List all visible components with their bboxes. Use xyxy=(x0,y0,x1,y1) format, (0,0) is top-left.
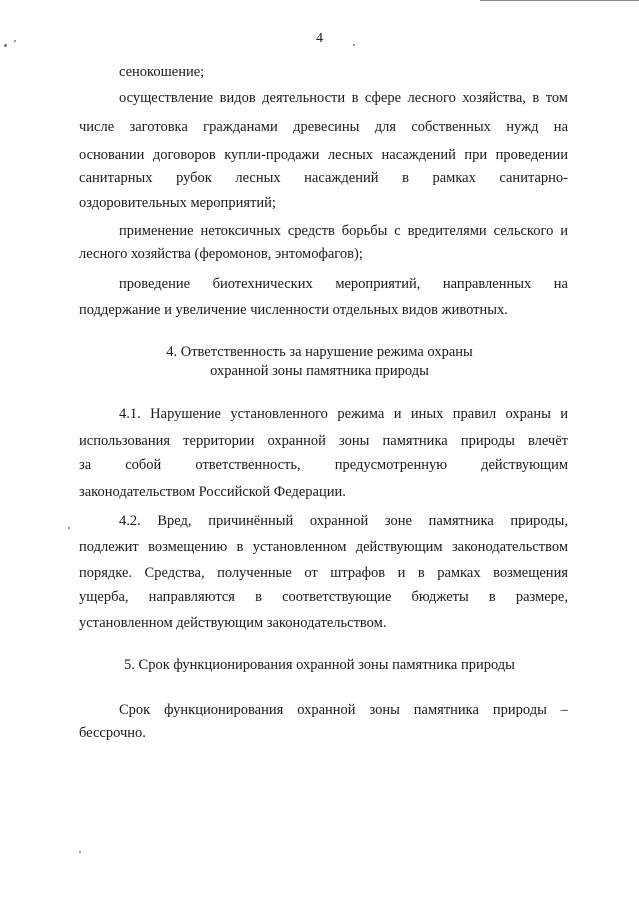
paragraph-line: использования территории охранной зоны памятника природы влечёт xyxy=(79,433,568,449)
scan-edge-line xyxy=(480,0,639,1)
section-heading: 5. Срок функционирования охранной зоны памятника природы xyxy=(124,657,515,673)
list-line: лесного хозяйства (феромонов, энтомофагов); xyxy=(79,246,363,262)
paragraph-line: установленном действующим законодательством. xyxy=(79,615,387,631)
list-line: проведение биотехнических мероприятий, направленных на xyxy=(119,276,568,292)
list-line: санитарных рубок лесных насаждений в рамках санитарно- xyxy=(79,170,568,186)
paragraph-line: бессрочно. xyxy=(79,725,146,741)
paragraph-line: ущерба, направляются в соответствующие бюджеты в размере, xyxy=(79,589,568,605)
list-line: применение нетоксичных средств борьбы с вредителями сельского и xyxy=(119,223,568,239)
list-line: поддержание и увеличение численности отдельных видов животных. xyxy=(79,302,508,318)
section-heading: 4. Ответственность за нарушение режима охраны xyxy=(166,344,473,360)
paragraph-line: 4.2. Вред, причинённый охранной зоне памятника природы, xyxy=(119,513,568,529)
list-line: сенокошение; xyxy=(119,64,205,80)
paragraph-line: порядке. Средства, полученные от штрафов и в рамках возмещения xyxy=(79,565,568,581)
list-line: осуществление видов деятельности в сфере лесного хозяйства, в том xyxy=(119,90,568,106)
list-line: оздоровительных мероприятий; xyxy=(79,195,276,211)
list-line: числе заготовка гражданами древесины для собственных нужд на xyxy=(79,119,568,135)
scan-speck xyxy=(68,527,70,529)
section-heading: охранной зоны памятника природы xyxy=(210,363,429,379)
paragraph-line: подлежит возмещению в установленном действующим законодательством xyxy=(79,539,568,555)
paragraph-line: Срок функционирования охранной зоны памятника природы – xyxy=(119,702,568,718)
paragraph-line: за собой ответственность, предусмотренную действующим xyxy=(79,457,568,473)
page-number: 4 xyxy=(316,31,323,46)
paragraph-line: 4.1. Нарушение установленного режима и иных правил охраны и xyxy=(119,406,568,422)
paragraph-line: законодательством Российской Федерации. xyxy=(79,484,346,500)
scan-speck xyxy=(79,851,81,853)
list-line: основании договоров купли-продажи лесных насаждений при проведении xyxy=(79,147,568,163)
